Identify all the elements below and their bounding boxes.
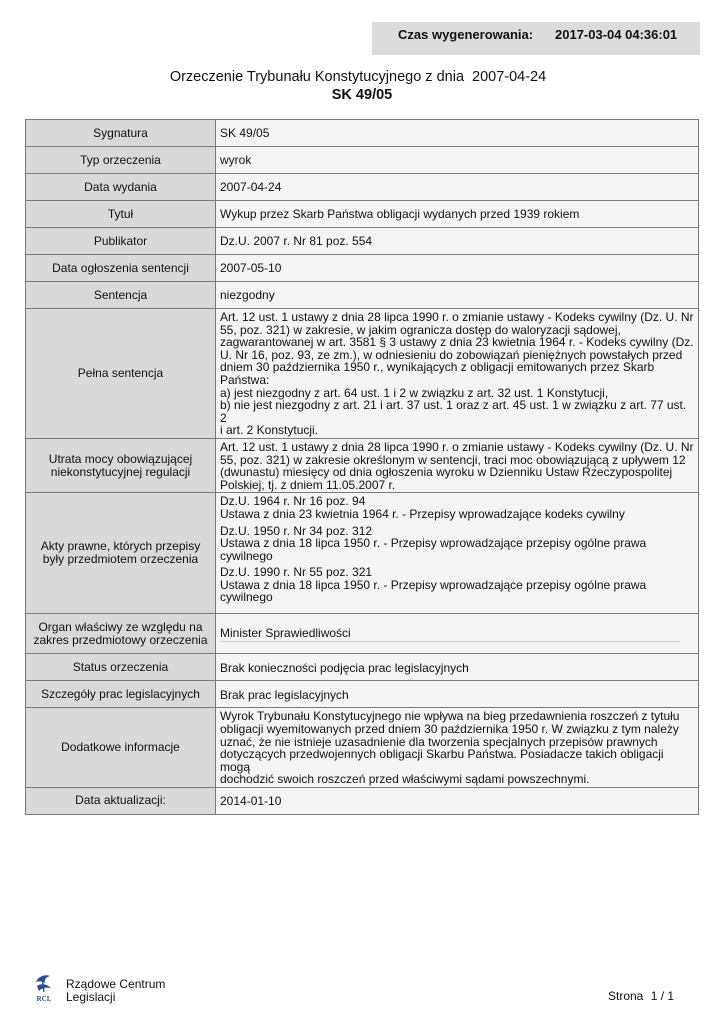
row-label: Typ orzeczenia <box>26 147 216 174</box>
legal-act-title: cywilnego <box>220 548 273 563</box>
legal-act-title: cywilnego <box>220 590 273 605</box>
text-line: obligacji wyemitowanych przed dniem 30 października 1950 r. W związku z tym należy <box>220 721 679 736</box>
text-line: dochodzić swoich roszczeń przed właściwymi sądami powszechnymi. <box>220 772 590 787</box>
text-line: 55, poz. 321) w zakresie określonym w sentencji, traci moc obowiązującą z upływem 12 <box>220 452 686 467</box>
table-row <box>26 708 699 788</box>
row-label: Akty prawne, których przepisy były przedmiotem orzeczenia <box>26 493 216 614</box>
text-line: a) jest niezgodny z art. 64 ust. 1 i 2 w związku z art. 32 ust. 1 Konstytucji, <box>220 385 609 400</box>
text-line: (dwunastu) miesięcy od dnia ogłoszenia wyroku w Dzienniku Ustaw Rzeczypospolitej <box>220 465 673 480</box>
legal-act-title: Ustawa z dnia 18 lipca 1950 r. - Przepisy wprowadzające przepisy ogólne prawa <box>220 536 647 551</box>
legal-act-entry <box>220 525 694 563</box>
row-label: Data ogłoszenia sentencji <box>26 255 216 282</box>
text-line: zagwarantowanej w art. 3581 § 3 ustawy z dnia 23 kwietnia 1964 r. - Kodeks cywilny (Dz. <box>220 335 694 350</box>
row-label: Pełna sentencja <box>26 309 216 439</box>
row-label: Data aktualizacji: <box>26 787 216 814</box>
row-label: Tytuł <box>26 201 216 228</box>
row-value: 2007-05-10 <box>216 255 699 282</box>
text-line: Wyrok Trybunału Konstytucyjnego nie wpływa na bieg przedawnienia roszczeń z tytułu <box>220 709 680 724</box>
rcl-logo-icon <box>32 972 56 1004</box>
text-line: Art. 12 ust. 1 ustawy z dnia 28 lipca 1990 r. o zmianie ustawy - Kodeks cywilny (Dz. U. Nr <box>220 310 694 324</box>
row-label: Dodatkowe informacje <box>26 708 216 788</box>
row-label: Publikator <box>26 228 216 255</box>
legal-act-reference: Dz.U. 1964 r. Nr 16 poz. 94 <box>220 494 366 509</box>
table-row <box>26 493 699 614</box>
document-title <box>0 68 724 104</box>
table-row <box>26 147 699 174</box>
legal-act-title: Ustawa z dnia 23 kwietnia 1964 r. - Przepisy wprowadzające kodeks cywilny <box>220 506 625 521</box>
ruling-details-table <box>25 119 699 815</box>
logo-text: RCL <box>36 995 52 1003</box>
row-value <box>216 493 699 614</box>
text-line: dotyczących przedwojennych obligacji Skarbu Państwa. Posiadacze takich obligacji mogą <box>220 747 664 774</box>
text-line: Państwa: <box>220 372 270 387</box>
table-row <box>26 654 699 681</box>
row-value: wyrok <box>216 147 699 174</box>
row-value: Brak prac legislacyjnych <box>216 681 699 708</box>
legal-act-entry <box>220 566 694 604</box>
row-value: Brak konieczności podjęcia prac legislacyjnych <box>216 654 699 681</box>
text-line: U. Nr 16, poz. 93, ze zm.), w odniesieniu do zobowiązań pieniężnych powstałych przed <box>220 347 683 362</box>
row-label: Sygnatura <box>26 120 216 147</box>
footer-organization <box>66 978 165 1004</box>
page-number: 1 / 1 <box>650 989 675 1003</box>
row-value <box>216 438 699 492</box>
title-date: 2007-04-24 <box>472 69 547 85</box>
text-line: 55, poz. 321) w zakresie, w jakim ogranicza dostęp do waloryzacji sądowej, <box>220 322 621 337</box>
table-row <box>26 228 699 255</box>
title-line <box>170 69 546 85</box>
text-line: i art. 2 Konstytucji. <box>220 423 319 438</box>
table-row <box>26 120 699 147</box>
legal-act-entry <box>220 495 694 520</box>
row-label: Sentencja <box>26 282 216 309</box>
table-row <box>26 614 699 654</box>
row-value <box>216 708 699 788</box>
table-row <box>26 438 699 492</box>
table-row <box>26 174 699 201</box>
title-signature: SK 49/05 <box>331 87 393 103</box>
row-value: SK 49/05 <box>216 120 699 147</box>
table-row <box>26 201 699 228</box>
row-value: 2007-04-24 <box>216 174 699 201</box>
competent-organ-value: Minister Sprawiedliwości <box>220 627 680 643</box>
row-value <box>216 309 699 439</box>
text-line: Polskiej, tj. z dniem 11.05.2007 r. <box>220 477 396 492</box>
legal-act-reference: Dz.U. 1990 r. Nr 55 poz. 321 <box>220 565 373 580</box>
generation-time-label: Czas wygenerowania: <box>398 27 534 42</box>
row-label: Status orzeczenia <box>26 654 216 681</box>
table-row <box>26 309 699 439</box>
text-line: Art. 12 ust. 1 ustawy z dnia 28 lipca 1990 r. o zmianie ustawy - Kodeks cywilny (Dz. U. Nr <box>220 439 694 454</box>
footer-org-line: Rządowe Centrum <box>66 977 166 991</box>
table-row <box>26 787 699 814</box>
table-row <box>26 681 699 708</box>
legal-act-title: Ustawa z dnia 18 lipca 1950 r. - Przepisy wprowadzające przepisy ogólne prawa <box>220 577 647 592</box>
row-label: Data wydania <box>26 174 216 201</box>
footer-org-line: Legislacji <box>66 990 116 1004</box>
row-value: Wykup przez Skarb Państwa obligacji wydanych przed 1939 rokiem <box>216 201 699 228</box>
row-label: Szczegóły prac legislacyjnych <box>26 681 216 708</box>
row-value: niezgodny <box>216 282 699 309</box>
generation-time-box <box>372 22 700 55</box>
page-label: Strona <box>608 989 644 1003</box>
table-row <box>26 282 699 309</box>
title-prefix: Orzeczenie Trybunału Konstytucyjnego z dnia <box>169 69 465 85</box>
text-line: b) nie jest niezgodny z art. 21 i art. 37 ust. 1 oraz z art. 45 ust. 1 w związku z art. 77 ust. 2 <box>220 398 687 425</box>
legal-act-reference: Dz.U. 1950 r. Nr 34 poz. 312 <box>220 523 373 538</box>
row-value: 2014-01-10 <box>216 787 699 814</box>
text-line: dniem 30 października 1950 r., wynikających z obligacji emitowanych przez Skarb <box>220 360 655 375</box>
generation-time-value: 2017-03-04 04:36:01 <box>555 27 678 42</box>
page-indicator <box>608 989 678 1003</box>
text-line: uznać, że nie istnieje uzasadnienie dla tworzenia specjalnych przepisów prawnych <box>220 734 658 749</box>
row-value: Dz.U. 2007 r. Nr 81 poz. 554 <box>216 228 699 255</box>
row-label: Organ właściwy ze względu na zakres przedmiotowy orzeczenia <box>26 614 216 654</box>
row-value <box>216 614 699 654</box>
row-label: Utrata mocy obowiązującej niekonstytucyjnej regulacji <box>26 438 216 492</box>
table-row <box>26 255 699 282</box>
